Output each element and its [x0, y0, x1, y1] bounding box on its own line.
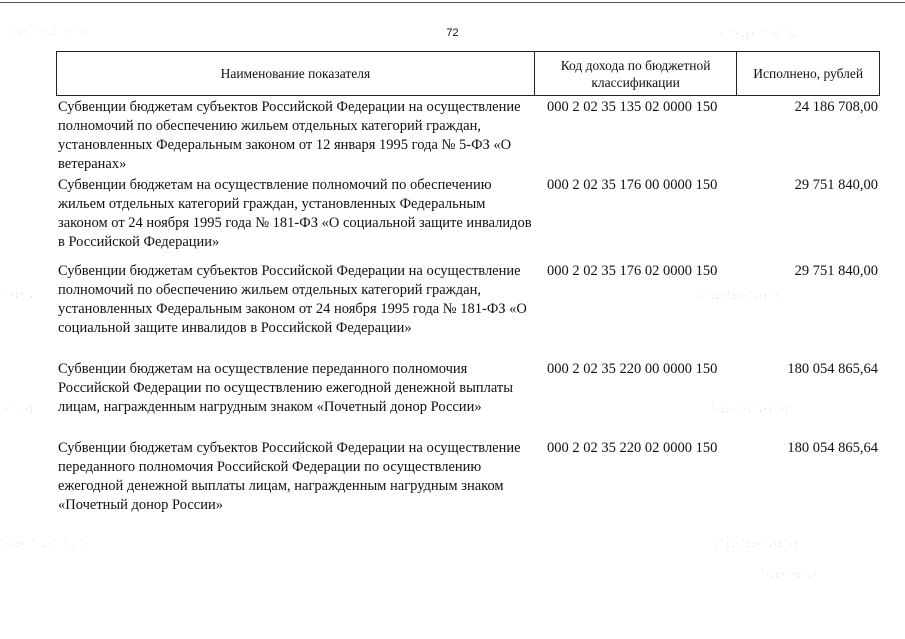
header-income-code: Код дохода по бюджетной классификации	[535, 52, 738, 95]
indicator-name: Субвенции бюджетам субъектов Российской Федерации на осуществление переданного полномочия Российской Федерации по осуществлению ежегодной денежной выплаты лицам, награжденным нагрудным знаком «Почетный донор России»	[58, 440, 521, 513]
table-row	[56, 439, 880, 515]
executed-amount: 180 054 865,64	[787, 440, 878, 456]
income-code: 000 2 02 35 176 00 0000 150	[547, 177, 718, 193]
header-indicator-name: Наименование показателя	[57, 52, 535, 95]
income-code: 000 2 02 35 220 00 0000 150	[547, 361, 718, 377]
table-row	[56, 98, 880, 174]
scan-speckle: · :· ˙ ·.˙ · ˙·	[8, 28, 87, 38]
indicator-name: Субвенции бюджетам субъектов Российской Федерации на осуществление полномочий по обеспечению жильем отдельных категорий граждан, установленных Федеральным законом от 24 ноября 1995 года № 181-ФЗ «О социальной защите инвалидов в Российской Федерации»	[58, 263, 527, 336]
page-number: 72	[446, 27, 459, 39]
scan-speckle: · ˙·.:· ˙ ··˙·.	[720, 30, 799, 40]
scan-speckle: ·˙ .·:	[4, 405, 35, 415]
scan-speckle: ˙·.:· ˙ .·˙ · .˙·	[0, 540, 90, 550]
income-code: 000 2 02 35 135 02 0000 150	[547, 99, 718, 115]
executed-amount: 29 751 840,00	[794, 263, 878, 279]
income-code: 000 2 02 35 176 02 0000 150	[547, 263, 718, 279]
scan-speckle: ˙·:· .	[4, 290, 35, 300]
indicator-name: Субвенции бюджетам на осуществление переданного полномочия Российской Федерации по осуществлению ежегодной денежной выплаты лицам, награжденным нагрудным знаком «Почетный донор России»	[58, 361, 514, 415]
top-border-line	[0, 2, 905, 3]
executed-amount: 29 751 840,00	[794, 177, 878, 193]
scan-speckle: ·˙:.·˙::·˙.·:˙·:	[715, 540, 801, 550]
table-row	[56, 262, 880, 338]
table-header	[56, 51, 880, 96]
indicator-name: Субвенции бюджетам субъектов Российской Федерации на осуществление полномочий по обеспечению жильем отдельных категорий граждан, установленных Федеральным законом от 12 января 1995 года № 5-ФЗ «О ветеранах»	[58, 99, 521, 172]
scan-speckle: ˙·.:·˙·:˙.·:˙·:	[710, 405, 791, 415]
header-executed-amount: Исполнено, рублей	[753, 66, 864, 81]
executed-amount: 24 186 708,00	[794, 99, 878, 115]
scan-speckle: ·˙.:·˙::·˙.·:˙·	[700, 292, 781, 302]
executed-amount: 180 054 865,64	[787, 361, 878, 377]
table-row	[56, 176, 880, 252]
report-table	[56, 51, 880, 513]
scan-speckle: ˙·.:·˙·:˙.·	[760, 570, 819, 580]
indicator-name: Субвенции бюджетам на осуществление полномочий по обеспечению жильем отдельных категорий граждан, установленных Федеральным законом от 24 ноября 1995 года № 181-ФЗ «О социальной защите инвалидов в Российской Федерации»	[58, 177, 532, 250]
table-row	[56, 360, 880, 417]
income-code: 000 2 02 35 220 02 0000 150	[547, 440, 718, 456]
